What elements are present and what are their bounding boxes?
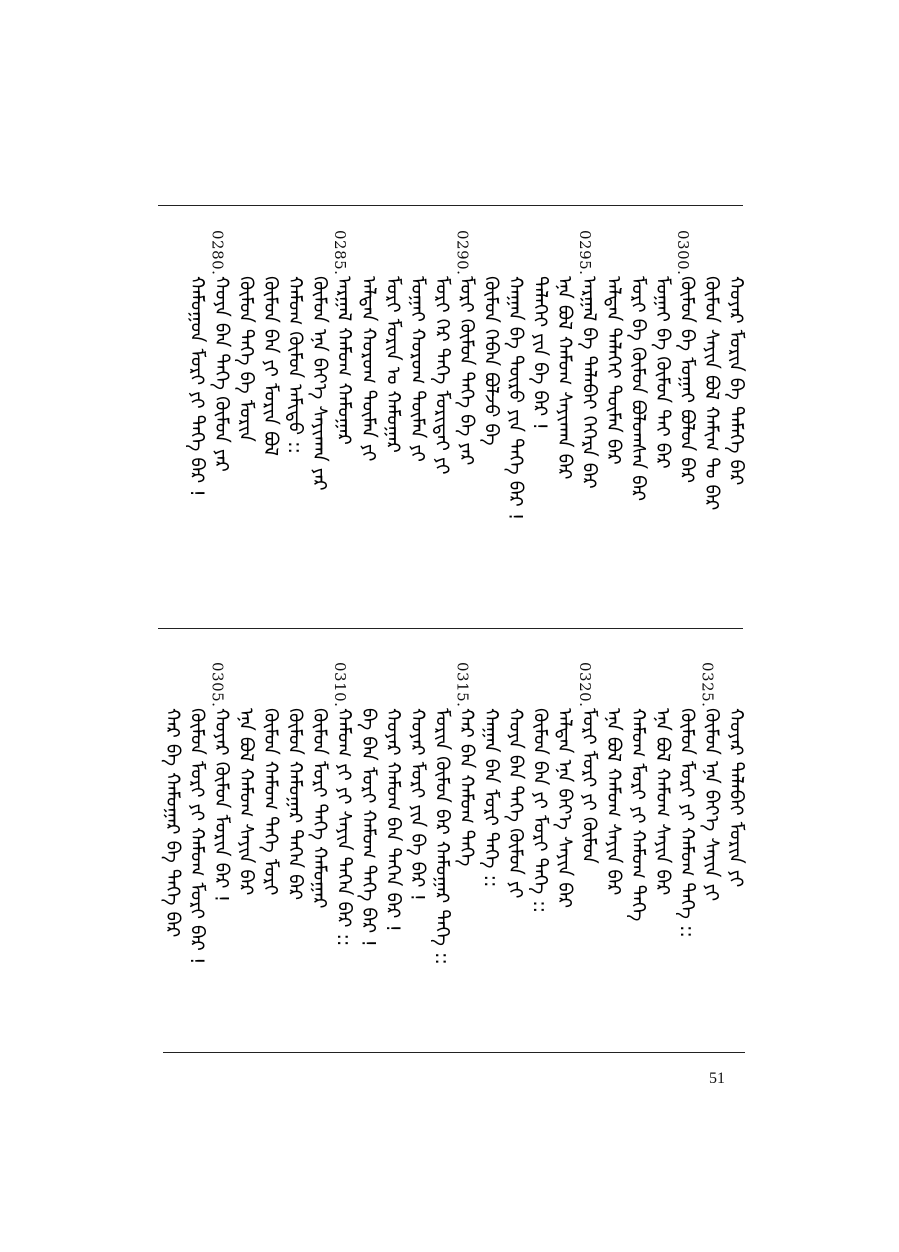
line-text: ᠮᠣᠭᠠᠢ ᠬᠣᠷᠣᠭ ᠲᠦᠮᠡᠨ ᠶᠢ (406, 276, 429, 462)
verse-line (331, 230, 357, 500)
verse-line (380, 230, 406, 500)
line-number: 0325. (698, 662, 717, 708)
line-number: 0285. (331, 230, 349, 276)
verse-line (454, 662, 480, 932)
top-rule (158, 205, 743, 206)
line-text: ᠮᠣᠷᠢ ᠮᠣᠷᠢ ᠶᠢ ᠬᠦᠮᠦᠨ (578, 708, 600, 864)
page-number: 51 (709, 1070, 725, 1087)
verse-line (429, 662, 455, 965)
line-text: ᠬᠠᠮᠤᠭᠤᠨ ᠮᠣᠷᠢ ᠶᠢ ᠲᠡᠭᠡ ᠪᠠᠷ ! (186, 276, 208, 497)
line-text: ᠬᠦᠮᠦᠨ ᠲᠡᠭᠡ ᠪᠠ ᠮᠣᠷᠢᠨ (235, 276, 257, 442)
verse-line (258, 662, 284, 932)
line-text: ᠬᠠᠷ ᠪᠠ ᠬᠠᠮᠤᠭᠠᠷ ᠪᠠ ᠲᠡᠭᠡ ᠪᠠᠷ (161, 708, 184, 938)
line-text: ᠮᠣᠷᠢ ᠪᠠ ᠬᠦᠮᠦᠨ ᠪᠣᠯᠤᠭᠰᠠᠨ ᠪᠠᠷ (627, 276, 649, 502)
line-text: ᠬᠦᠮᠦᠨ ᠪᠠᠨ ᠶᠢ ᠮᠣᠷᠢ ᠲᠡᠭᠡ :: (529, 708, 551, 914)
line-text: ᠬᠦᠮᠦᠨ ᠡᠨᠡ ᠪᠡᠶ᠎ᠡ ᠰᠠᠶᠢᠨ ᠶᠢ (700, 708, 723, 902)
line-text: ᠬᠦᠮᠦᠨ ᠪᠠ ᠮᠣᠭᠠᠢ ᠪᠣᠯᠤᠨ ᠪᠠᠷ (676, 276, 698, 484)
verse-line (184, 662, 210, 965)
verse-line (405, 662, 431, 932)
line-text: ᠬᠠᠮᠤᠭ ᠬᠦᠮᠦᠨ ᠠᠮᠢᠳᠤ :: (284, 276, 306, 454)
verse-block-bottom (160, 662, 747, 965)
verse-line (601, 662, 627, 932)
line-text: ᠡᠨᠡ ᠪᠣᠯ ᠬᠠᠮᠤᠭ ᠰᠠᠶᠢᠬᠠᠨ ᠪᠠᠷ (553, 276, 576, 480)
line-number: 0305. (208, 662, 227, 708)
line-text: ᠠᠷᠭᠠᠯ ᠪᠠ ᠲᠠᠯᠠᠪᠠᠢ ᠬᠡᠭᠡᠷᠡ ᠪᠠᠷ (578, 276, 600, 489)
verse-line (233, 230, 259, 500)
line-text: ᠬᠦᠮᠦᠨ ᠮᠣᠷᠢ ᠶᠢ ᠬᠠᠮᠤᠭ ᠲᠡᠭᠡ :: (676, 708, 698, 938)
line-text: ᠡᠨᠡ ᠪᠣᠯ ᠬᠠᠮᠤᠭ ᠰᠠᠶᠢᠨ ᠪᠠᠷ (602, 708, 625, 896)
verse-line (478, 662, 504, 932)
verse-line (307, 230, 333, 500)
line-text: ᠮᠣᠭᠠᠢ ᠪᠠ ᠬᠦᠮᠦᠨ ᠲᠠᠢ ᠪᠠᠷ (651, 276, 674, 469)
line-number: 0310. (331, 662, 349, 708)
line-text: ᠮᠣᠷᠢ ᠭᠡᠷ ᠲᠡᠭᠡ ᠮᠣᠷᠢᠲᠠᠢ ᠶᠢ (431, 276, 453, 475)
line-text: ᠠᠯᠲᠠᠨ ᠳᠡᠯᠡᠬᠡᠢ ᠲᠦᠮᠡᠨ ᠪᠠᠷ (602, 276, 625, 465)
line-text: ᠮᠣᠷᠢ ᠬᠦᠮᠦᠨ ᠲᠡᠭᠡ ᠪᠠ ᠶᠠᠷ (455, 276, 478, 466)
verse-line (282, 662, 308, 932)
verse-line (699, 662, 725, 932)
verse-line (503, 230, 529, 521)
verse-line (576, 662, 602, 932)
line-text: ᠬᠣᠶᠠ ᠪᠠᠨ ᠲᠡᠭᠡ ᠬᠦᠮᠦᠨ ᠶᠢ (504, 708, 527, 899)
line-text: ᠬᠦᠮᠦᠨ ᠬᠠᠮᠤᠭᠠᠷ ᠲᠡᠭᠡᠨ ᠪᠠᠷ (284, 708, 306, 901)
verse-line (723, 662, 749, 932)
line-text: ᠬᠠᠭᠠᠨ ᠪᠠ ᠲᠦᠷᠦ ᠶᠢᠨ ᠲᠡᠭᠡ ᠪᠠᠷ ! (504, 276, 527, 521)
line-text: ᠮᠣᠷᠢᠨ ᠬᠦᠮᠦᠨ ᠪᠠᠷ ᠬᠠᠮᠤᠭᠠᠷ ᠲᠡᠭᠡ :: (431, 708, 453, 965)
line-text: ᠬᠠᠮᠤᠭ ᠮᠣᠷᠢ ᠶᠢ ᠬᠠᠮᠤᠭ ᠲᠡᠭᠡ (627, 708, 649, 922)
verse-line (527, 230, 553, 500)
verse-line (650, 662, 676, 932)
verse-line (650, 230, 676, 500)
verse-line (307, 662, 333, 932)
line-text: ᠬᠦᠮᠦᠨ ᠬᠡᠪᠡᠨ ᠪᠣᠯᠵᠤ ᠪᠠ (480, 276, 502, 446)
line-text: ᠬᠦᠮᠦᠨ ᠪᠠᠨ ᠶᠢ ᠮᠣᠷᠢᠨ ᠪᠣᠯ (259, 276, 282, 457)
line-text: ᠬᠣᠶᠠᠷ ᠮᠣᠷᠢᠨ ᠪᠠ ᠲᠡᠮᠡᠭᠡ ᠪᠠᠷ (725, 276, 747, 486)
verse-line (356, 662, 382, 947)
line-text: ᠬᠠᠷ ᠪᠠᠨ ᠬᠠᠮᠤᠭ ᠲᠡᠭᠡ (455, 708, 478, 867)
verse-line (552, 662, 578, 932)
line-number: 0295. (576, 230, 594, 276)
verse-line (625, 662, 651, 932)
verse-line (625, 230, 651, 500)
verse-line (429, 230, 455, 500)
verse-block-top (160, 230, 747, 521)
line-text: ᠬᠦᠮᠦᠨ ᠮᠣᠷᠢ ᠲᠡᠭᠡ ᠬᠠᠮᠤᠭᠠᠷ (308, 708, 331, 909)
line-text: ᠠᠯᠲᠠᠨ ᠬᠣᠷᠣᠭ ᠲᠦᠮᠡᠨ ᠶᠢ (357, 276, 380, 462)
line-text: ᠬᠠᠮᠤᠭ ᠶᠢ ᠶᠢ ᠰᠠᠶᠢᠨ ᠲᠡᠭᠡᠨ ᠪᠠᠷ :: (333, 708, 355, 947)
line-text: ᠬᠣᠶᠠ ᠪᠠᠨ ᠲᠡᠭᠡ ᠬᠦᠮᠦᠨ ᠶᠠᠷ (210, 276, 233, 472)
verse-line (356, 230, 382, 500)
line-number: 0280. (208, 230, 227, 276)
verse-line (478, 230, 504, 500)
line-text: ᠬᠣᠶᠠᠷ ᠬᠦᠮᠦᠨ ᠮᠣᠷᠢᠨ ᠪᠠᠷ ! (210, 708, 233, 903)
verse-line (233, 662, 259, 932)
line-number: 0300. (674, 230, 692, 276)
verse-line (723, 230, 749, 500)
verse-line (601, 230, 627, 500)
verse-line (576, 230, 602, 500)
verse-line (699, 230, 725, 511)
verse-line (380, 662, 406, 932)
line-text: ᠮᠣᠷᠢ ᠮᠣᠷᠢᠨ ᠤ ᠬᠠᠮᠤᠭᠠᠷ (382, 276, 404, 453)
line-number: 0290. (453, 230, 472, 276)
line-text: ᠳᠡᠯᠡᠬᠡᠢ ᠶᠢᠨ ᠪᠠ ᠪᠠᠷ ! (529, 276, 551, 430)
line-number: 0315. (453, 662, 472, 708)
middle-rule (158, 628, 743, 629)
line-text: ᠬᠣᠶᠠᠷ ᠲᠠᠯᠠᠪᠠᠢ ᠮᠣᠷᠢᠨ ᠶᠢ (725, 708, 747, 888)
line-text: ᠬᠣᠶᠠᠷ ᠮᠣᠷᠢ ᠶᠢᠨ ᠪᠠ ᠪᠠᠷ ! (406, 708, 429, 902)
verse-line (331, 662, 357, 947)
line-text: ᠡᠨᠡ ᠪᠣᠯ ᠬᠠᠮᠤᠭ ᠰᠠᠶᠢᠨ ᠪᠠᠷ (651, 708, 674, 896)
verse-line (674, 230, 700, 500)
verse-line (527, 662, 553, 932)
line-text: ᠬᠦᠮᠦᠨ ᠰᠠᠶᠢᠨ ᠪᠣᠯ ᠬᠠᠮᠢᠭ ᠲᠤ ᠪᠠᠷ (700, 276, 723, 511)
verse-line (405, 230, 431, 500)
verse-line (184, 230, 210, 500)
bottom-rule (163, 1052, 745, 1053)
line-text: ᠡᠨᠡ ᠪᠣᠯ ᠬᠠᠮᠤᠭ ᠰᠠᠶᠢᠨ ᠪᠠᠷ (235, 708, 257, 896)
line-number: 0320. (576, 662, 594, 708)
verse-line (209, 230, 235, 500)
verse-line (258, 230, 284, 500)
verse-line (282, 230, 308, 500)
verse-line (454, 230, 480, 500)
line-text: ᠬᠠᠭᠠᠨ ᠪᠠᠨ ᠮᠣᠷᠢ ᠲᠡᠭᠡ :: (480, 708, 502, 888)
line-text: ᠠᠯᠲᠠᠨ ᠡᠨᠡ ᠪᠡᠶ᠎ᠡ ᠰᠠᠶᠢᠨ ᠪᠠᠷ (553, 708, 576, 909)
line-text: ᠬᠦᠮᠦᠨ ᠡᠨᠡ ᠪᠡᠶ᠎ᠡ ᠰᠠᠶᠢᠬᠠᠨ ᠶᠠᠷ (308, 276, 331, 491)
verse-line (552, 230, 578, 500)
verse-line (503, 662, 529, 932)
line-text: ᠪᠠ ᠪᠠᠨ ᠮᠣᠷᠢ ᠬᠠᠮᠤᠭ ᠲᠡᠭᠡ ᠪᠠᠷ ! (357, 708, 380, 947)
line-text: ᠬᠦᠮᠦᠨ ᠮᠣᠷᠢ ᠶᠢ ᠬᠠᠮᠤᠭ ᠮᠣᠷᠢ ᠪᠠᠷ ! (186, 708, 208, 965)
line-text: ᠠᠷᠭᠠᠯ ᠬᠠᠮᠤᠭ ᠬᠠᠮᠤᠭᠠᠷ (333, 276, 355, 445)
verse-line (674, 662, 700, 938)
line-text: ᠬᠣᠶᠠᠷ ᠬᠠᠮᠤᠭ ᠪᠠᠨ ᠲᠡᠭᠡᠨ ᠪᠠᠷ ! (382, 708, 404, 933)
verse-line (160, 662, 186, 938)
line-text: ᠬᠦᠮᠦᠨ ᠬᠠᠮᠤᠭ ᠲᠡᠭᠡ ᠮᠣᠷᠢ (259, 708, 282, 896)
verse-line (209, 662, 235, 932)
